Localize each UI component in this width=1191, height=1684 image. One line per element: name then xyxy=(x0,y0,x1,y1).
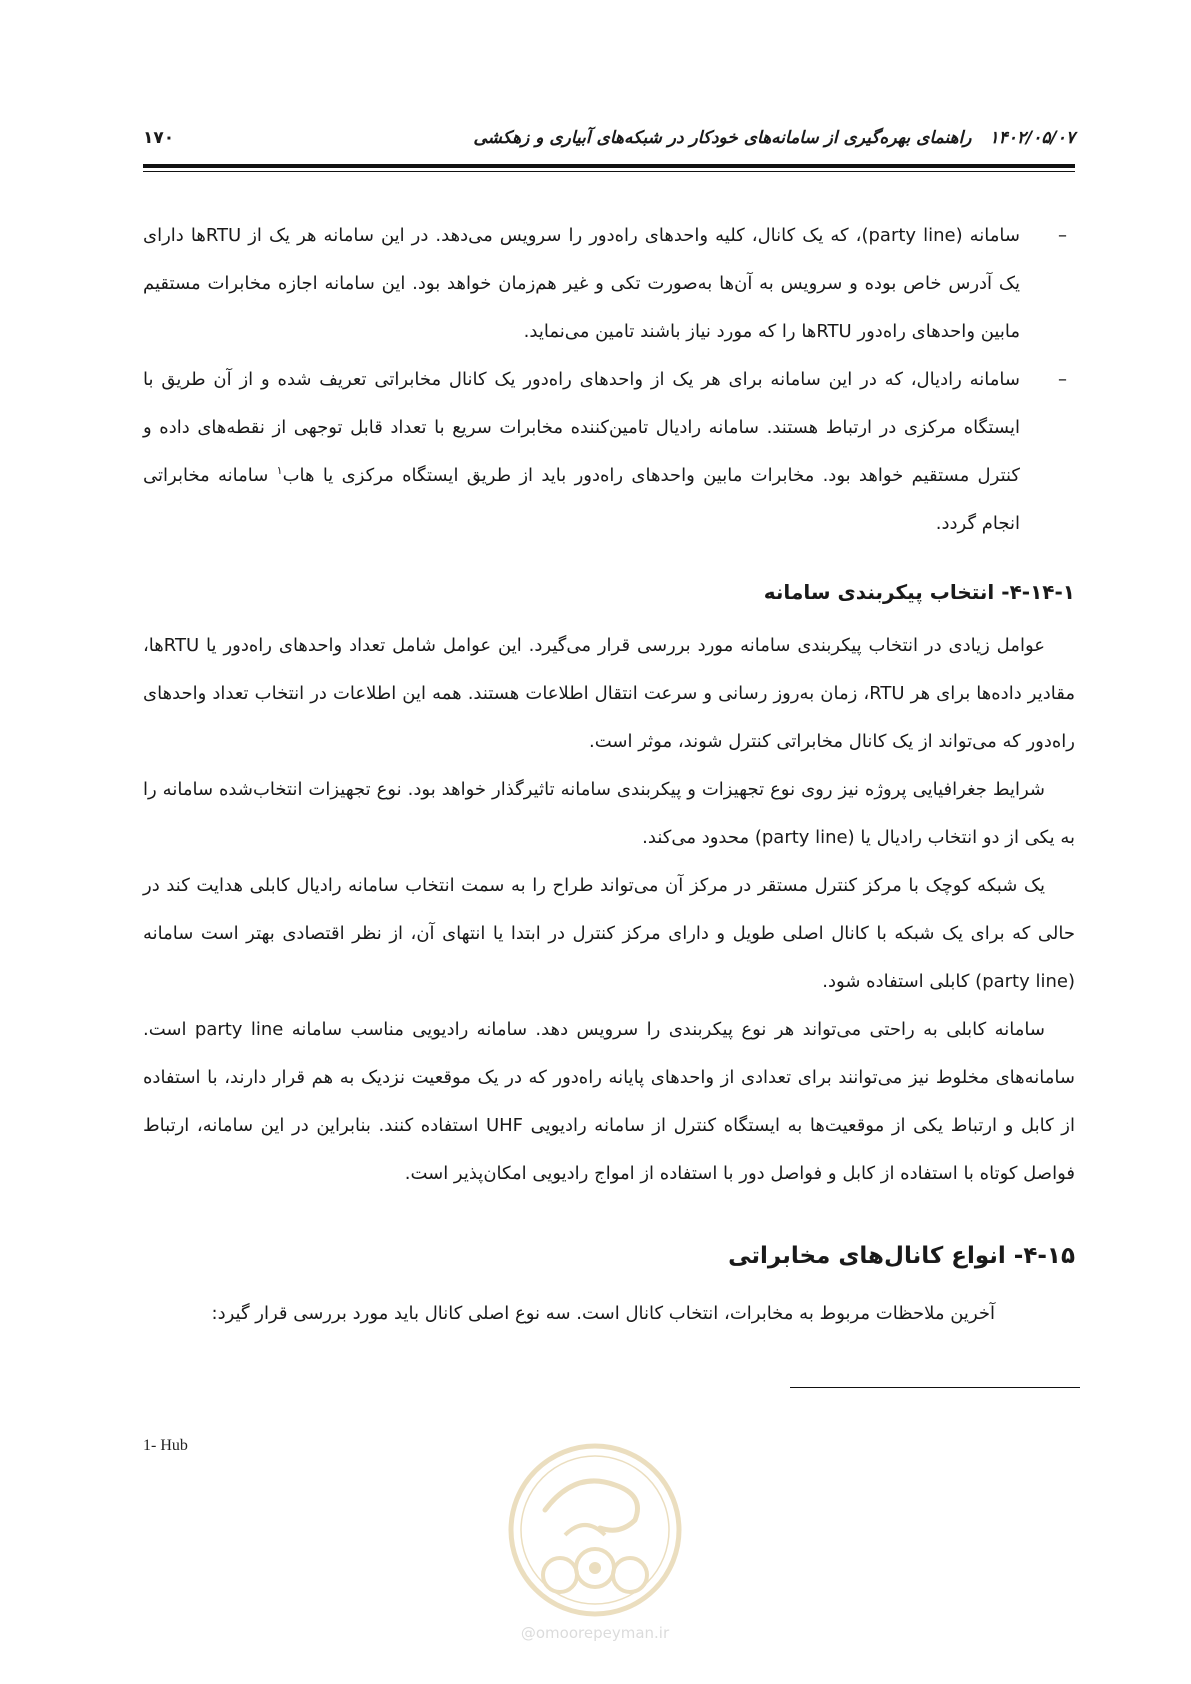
page-number: ۱۷۰ xyxy=(143,128,175,148)
page-body xyxy=(143,212,1075,1338)
watermark-url: @omoorepeyman.ir xyxy=(520,1624,670,1642)
header-rule-thick xyxy=(143,164,1075,168)
paragraph: آخرین ملاحظات مربوط به مخابرات، انتخاب کانال است. سه نوع اصلی کانال باید مورد بررسی قرار گیرد: xyxy=(211,1303,995,1324)
footnote-marker[interactable]: ۱ xyxy=(276,464,283,477)
footnote-rule xyxy=(790,1387,1080,1388)
paragraph: یک شبکه کوچک با مرکز کنترل مستقر در مرکز آن می‌تواند طراح را به سمت انتخاب سامانه رادیال کابلی هدایت کند در حالی که برای یک شبکه با کانال اصلی طویل و دارای مرکز کنترل در ابتدا یا انتهای آن، از نظر اقتصادی بهتر است سامانه (party line) کابلی استفاده شود. xyxy=(143,875,1075,992)
paragraph: عوامل زیادی در انتخاب پیکربندی سامانه مورد بررسی قرار می‌گیرد. این عوامل شامل تعداد واحدهای راه‌دور یا RTUها، مقادیر داده‌ها برای هر RTU، زمان به‌روز رسانی و سرعت انتقال اطلاعات هستند. همه این اطلاعات در انتخاب تعداد واحدهای راه‌دور که می‌تواند از یک کانال مخابراتی کنترل شوند، موثر است. xyxy=(143,635,1075,752)
header-title xyxy=(473,128,1075,148)
bullet-text: سامانه رادیال، که در این سامانه برای هر یک از واحدهای راه‌دور یک کانال مخابراتی تعریف شده و از آن طریق با ایستگاه مرکزی در ارتباط هستند. سامانه رادیال تامین‌کننده مخابرات سریع با تعداد قابل توجهی از نقطه‌های داده و کنترل مستقیم خواهد بود. مخابرات مابین واحدهای راه‌دور باید از طریق ایستگاه مرکزی یا هاب xyxy=(143,369,1020,486)
bullet-radial xyxy=(143,356,1075,548)
header-rule-thin xyxy=(143,171,1075,172)
bullet-list xyxy=(143,212,1075,548)
watermark-seal-icon xyxy=(505,1440,685,1620)
running-header xyxy=(143,128,1075,154)
section-heading-channel-types: ۴-۱۵- انواع کانال‌های مخابراتی xyxy=(728,1243,1075,1269)
bullet-text: سامانه (party line)، که یک کانال، کلیه واحدهای راه‌دور را سرویس می‌دهد. در این سامانه هر یک از RTUها دارای یک آدرس خاص بوده و سرویس به آن‌ها به‌صورت تکی و غیر هم‌زمان خواهد بود. این سامانه اجازه مخابرات مستقیم مابین واحدهای راه‌دور RTUها را که مورد نیاز باشند تامین می‌نماید. xyxy=(143,225,1020,342)
section-heading-configuration: ۴-۱۴-۱- انتخاب پیکربندی سامانه xyxy=(763,580,1075,604)
watermark-logo xyxy=(505,1440,685,1650)
paragraph: شرایط جغرافیایی پروژه نیز روی نوع تجهیزات و پیکربندی سامانه تاثیرگذار خواهد بود. نوع تجهیزات انتخاب‌شده سامانه را به یکی از دو انتخاب رادیال یا (party line) محدود می‌کند. xyxy=(143,779,1075,848)
header-book-title: راهنمای بهره‌گیری از سامانه‌های خودکار در شبکه‌های آبیاری و زهکشی xyxy=(473,128,972,148)
footnote: 1- Hub xyxy=(143,1437,188,1454)
paragraph: سامانه کابلی به راحتی می‌تواند هر نوع پیکربندی را سرویس دهد. سامانه رادیویی مناسب سامانه party line است. سامانه‌های مخلوط نیز می‌توانند برای تعدادی از واحدهای پایانه راه‌دور که در یک موقعیت نزدیک به هم قرار دارند، با استفاده از کابل و ارتباط یکی از موقعیت‌ها به ایستگاه کنترل از سامانه رادیویی UHF استفاده کنند. بنابراین در این سامانه، ارتباط فواصل کوتاه با استفاده از کابل و فواصل دور با استفاده از امواج رادیویی امکان‌پذیر است. xyxy=(143,1019,1075,1184)
bullet-dash: – xyxy=(1058,369,1067,390)
bullet-dash: – xyxy=(1058,225,1067,246)
header-date: ۱۴۰۲/۰۵/۰۷ xyxy=(989,128,1075,148)
bullet-party-line xyxy=(143,212,1075,356)
bullet-text-tail: سامانه مخابراتی انجام گردد. xyxy=(143,465,1020,534)
